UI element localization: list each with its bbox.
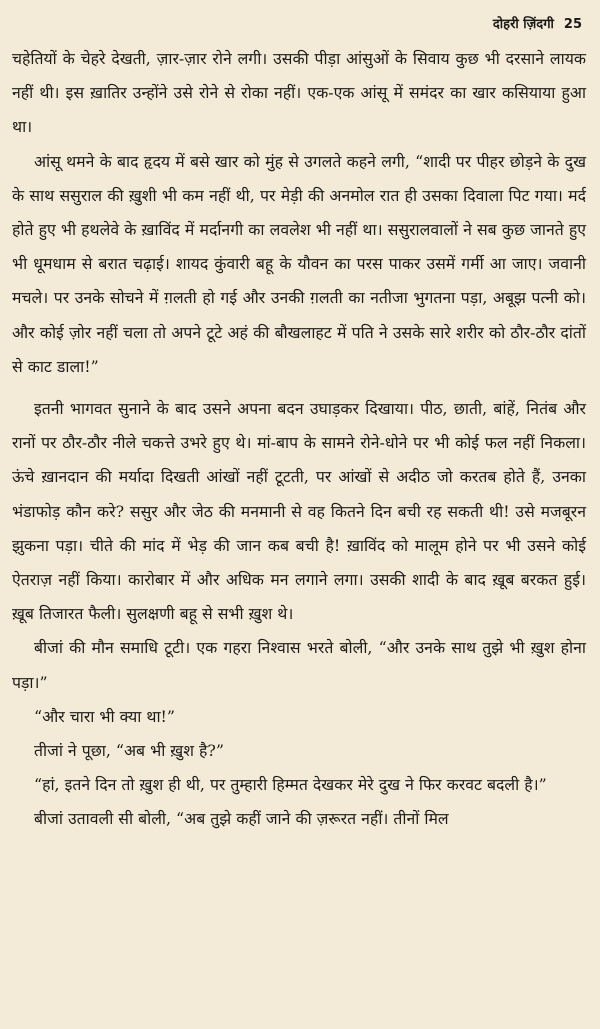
page-number: 25	[563, 17, 582, 32]
paragraph: “और चारा भी क्या था!”	[34, 706, 175, 726]
paragraph: बीजां की मौन समाधि टूटी। एक गहरा निश्वास भरते बोली, “और उनके साथ तुझे भी ख़ुश होना पड़ा।”	[12, 638, 586, 692]
paragraph: आंसू थमने के बाद हृदय में बसे खार को मुंह से उगलते कहने लगी, “शादी पर पीहर छोड़ने के दुख के साथ ससुराल की ख़ुशी भी कम नहीं थी, पर मेड़ी की अनमोल रात ही उसका दिवाला पिट गया। मर्द होते हुए भी हथलेवे के ख़ाविंद में मर्दानगी का लवलेश भी नहीं था। ससुरालवालों ने सब कुछ जानते हुए भी धूमधाम से बरात चढ़ाई। शायद कुंवारी बहू के यौवन का परस पाकर उसमें गर्मी आ जाए। जवानी मचले। पर उनके सोचने में ग़लती हो गई और उनकी ग़लती का नतीजा भुगतना पड़ा, अबूझ पत्नी को। और कोई ज़ोर नहीं चला तो अपने टूटे अहं की बौखलाहट में पति ने उसके सारे शरीर को ठौर-ठौर दांतों से काट डाला!”	[12, 151, 586, 376]
paragraph: बीजां उतावली सी बोली, “अब तुझे कहीं जाने की ज़रूरत नहीं। तीनों मिल	[34, 809, 449, 829]
page-header	[493, 14, 582, 32]
paragraph: “हां, इतने दिन तो ख़ुश ही थी, पर तुम्हारी हिम्मत देखकर मेरे दुख ने फिर करवट बदली है।”	[34, 775, 547, 795]
running-title: दोहरी ज़िंदगी	[492, 17, 554, 32]
body-text	[12, 42, 586, 837]
paragraph: चहेतियों के चेहरे देखती, ज़ार-ज़ार रोने लगी। उसकी पीड़ा आंसुओं के सिवाय कुछ भी दरसाने लायक नहीं थी। इस ख़ातिर उन्होंने उसे रोने से रोका नहीं। एक-एक आंसू में समंदर का खार कसियाया हुआ था।	[12, 49, 586, 137]
paragraph: तीजां ने पूछा, “अब भी ख़ुश है?”	[34, 741, 224, 761]
paragraph: इतनी भागवत सुनाने के बाद उसने अपना बदन उघाड़कर दिखाया। पीठ, छाती, बांहें, नितंब और रानों पर ठौर-ठौर नीले चकत्ते उभरे हुए थे। मां-बाप के सामने रोने-धोने पर भी कोई फल नहीं निकला। ऊंचे ख़ानदान की मर्यादा दिखती आंखों नहीं टूटती, पर आंखों से अदीठ जो करतब होते हैं, उनका भंडाफोड़ कौन करे? ससुर और जेठ की मनमानी से वह कितने दिन बची रह सकती थी! उसे मजबूरन झुकना पड़ा। चीते की मांद में भेड़ की जान कब बची है! ख़ाविंद को मालूम होने पर भी उसने कोई ऐतराज़ नहीं किया। कारोबार में और अधिक मन लगाने लगा। उसकी शादी के बाद ख़ूब बरकत हुई। ख़ूब तिजारत फैली। सुलक्षणी बहू से सभी ख़ुश थे।	[12, 399, 586, 624]
